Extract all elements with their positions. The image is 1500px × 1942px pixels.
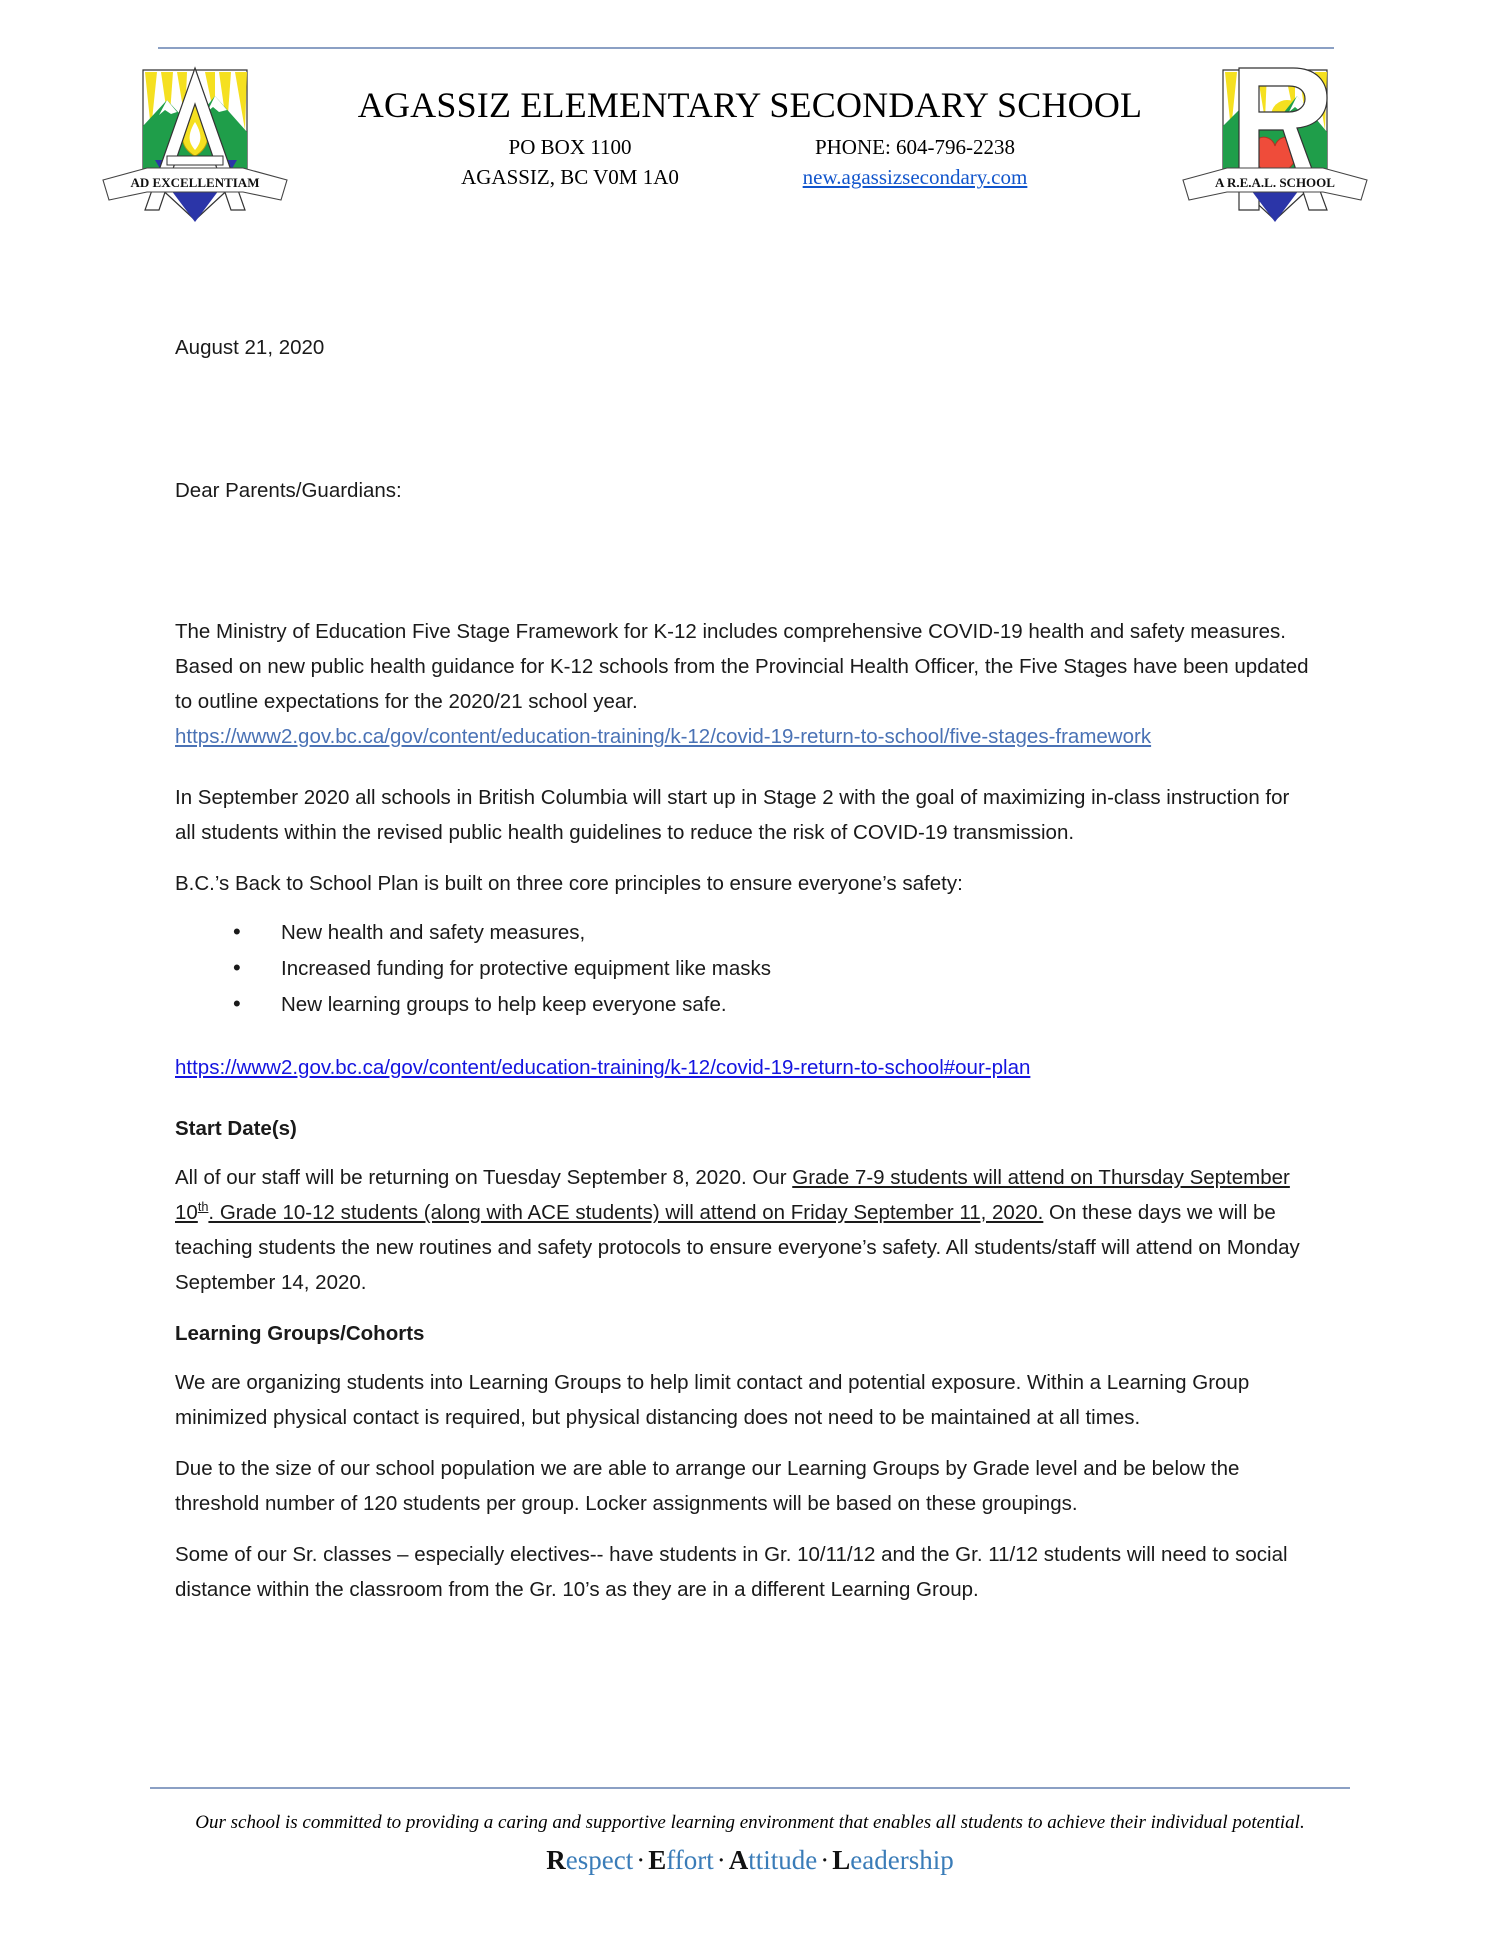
start-dates-part2: On these days we will be teaching students the new routines and safety protocols to ensure everyone’s safety. All students/staff will attend on Monday September 14, 2020. — [175, 1201, 1300, 1294]
paragraph-five-stages-link — [175, 719, 1315, 754]
value-respect — [546, 1845, 633, 1875]
paragraph-learning-groups: We are organizing students into Learning Groups to help limit contact and potential exposure. Within a Learning Group minimized physical contact is required, but physical distancing does not need to be maintained at all times. — [175, 1371, 1250, 1429]
school-crest-right-icon — [1175, 60, 1375, 230]
back-to-school-plan-link[interactable]: https://www2.gov.bc.ca/gov/content/education-training/k-12/covid-19-return-to-school#our-plan — [175, 1056, 1031, 1079]
list-item: • New health and safety measures, — [233, 915, 1315, 950]
school-name-title: AGASSIZ ELEMENTARY SECONDARY SCHOOL — [357, 85, 1143, 125]
paragraph-school-size: Due to the size of our school population we are able to arrange our Learning Groups by Grade level and be below the threshold number of 120 students per group. Locker assignments will be based on these groupings. — [175, 1457, 1240, 1515]
value-effort-rest: ffort — [666, 1845, 714, 1875]
paragraph-our-plan-link — [175, 1050, 1315, 1085]
value-leadership-cap: L — [832, 1845, 851, 1875]
list-item: • New learning groups to help keep everyone safe. — [233, 987, 1315, 1022]
footer-core-values — [0, 1845, 1500, 1876]
five-stages-framework-link[interactable]: https://www2.gov.bc.ca/gov/content/education-training/k-12/covid-19-return-to-school/five-stages-framework — [175, 725, 1152, 748]
value-attitude-rest: ttitude — [748, 1845, 818, 1875]
contact-info — [300, 132, 1200, 192]
letter-date: August 21, 2020 — [175, 336, 325, 359]
letter-salutation: Dear Parents/Guardians: — [175, 479, 402, 502]
value-separator: · — [820, 1845, 830, 1875]
paragraph-senior-classes: Some of our Sr. classes – especially electives-- have students in Gr. 10/11/12 and the Gr. 11/12 students will need to social distance within the classroom from the Gr. 10’s as they are in a different Learning Group. — [175, 1543, 1288, 1601]
start-dates-part1: All of our staff will be returning on Tuesday September 8, 2020. Our — [175, 1166, 793, 1189]
value-leadership-rest: eadership — [850, 1845, 954, 1875]
svg-text:A R.E.A.L. SCHOOL: A R.E.A.L. SCHOOL — [1215, 175, 1335, 190]
paragraph-september-stage2: In September 2020 all schools in British Columbia will start up in Stage 2 with the goal of maximizing in-class instruction for all students within the revised public health guidelines to reduce the risk of COVID-19 transmission. — [175, 786, 1290, 844]
school-crest-left-icon — [95, 60, 295, 230]
value-separator: · — [716, 1845, 726, 1875]
contact-row-1 — [300, 132, 1200, 162]
heading-learning-groups: Learning Groups/Cohorts — [175, 1322, 425, 1345]
start-dates-underlined-2: . Grade 10-12 students (along with ACE students) will attend on Friday September 11, 2020. — [208, 1201, 1044, 1224]
footer-mission-statement: Our school is committed to providing a caring and supportive learning environment that enables all students to achieve their individual potential. — [195, 1812, 1305, 1833]
value-leadership — [832, 1845, 953, 1875]
letterhead — [0, 52, 1500, 237]
phone-number: PHONE: 604-796-2238 — [814, 135, 1016, 159]
header-divider-rule — [158, 47, 1334, 49]
value-separator: · — [636, 1845, 646, 1875]
value-attitude-cap: A — [728, 1845, 749, 1875]
paragraph-start-dates — [175, 1160, 1315, 1300]
po-box: PO BOX 1100 — [508, 135, 632, 159]
core-principles-list — [175, 915, 1315, 1022]
list-item: • Increased funding for protective equipment like masks — [233, 951, 1315, 986]
city-province-postal: AGASSIZ, BC V0M 1A0 — [461, 165, 679, 189]
website-link[interactable]: new.agassizsecondary.com — [802, 165, 1028, 189]
value-effort-cap: E — [648, 1845, 667, 1875]
svg-text:AD EXCELLENTIAM: AD EXCELLENTIAM — [130, 175, 260, 190]
letter-body — [175, 330, 1315, 1623]
value-respect-rest: espect — [565, 1845, 634, 1875]
value-effort — [648, 1845, 714, 1875]
value-attitude — [729, 1845, 818, 1875]
value-respect-cap: R — [546, 1845, 566, 1875]
contact-row-2 — [300, 162, 1200, 192]
start-dates-superscript: th — [197, 1199, 209, 1215]
paragraph-intro: The Ministry of Education Five Stage Framework for K-12 includes comprehensive COVID-19 health and safety measures. Based on new public health guidance for K-12 schools from the Provincial Health Officer, the Five Stages have been updated to outline expectations for the 2020/21 school year. — [175, 620, 1309, 713]
paragraph-core-principles: B.C.’s Back to School Plan is built on three core principles to ensure everyone’s safety: — [175, 872, 963, 895]
footer-divider-rule — [150, 1787, 1350, 1789]
heading-start-dates: Start Date(s) — [175, 1117, 297, 1140]
start-dates-underlined-1: Grade 7-9 students will attend on Thursday September 10 — [175, 1166, 1290, 1224]
